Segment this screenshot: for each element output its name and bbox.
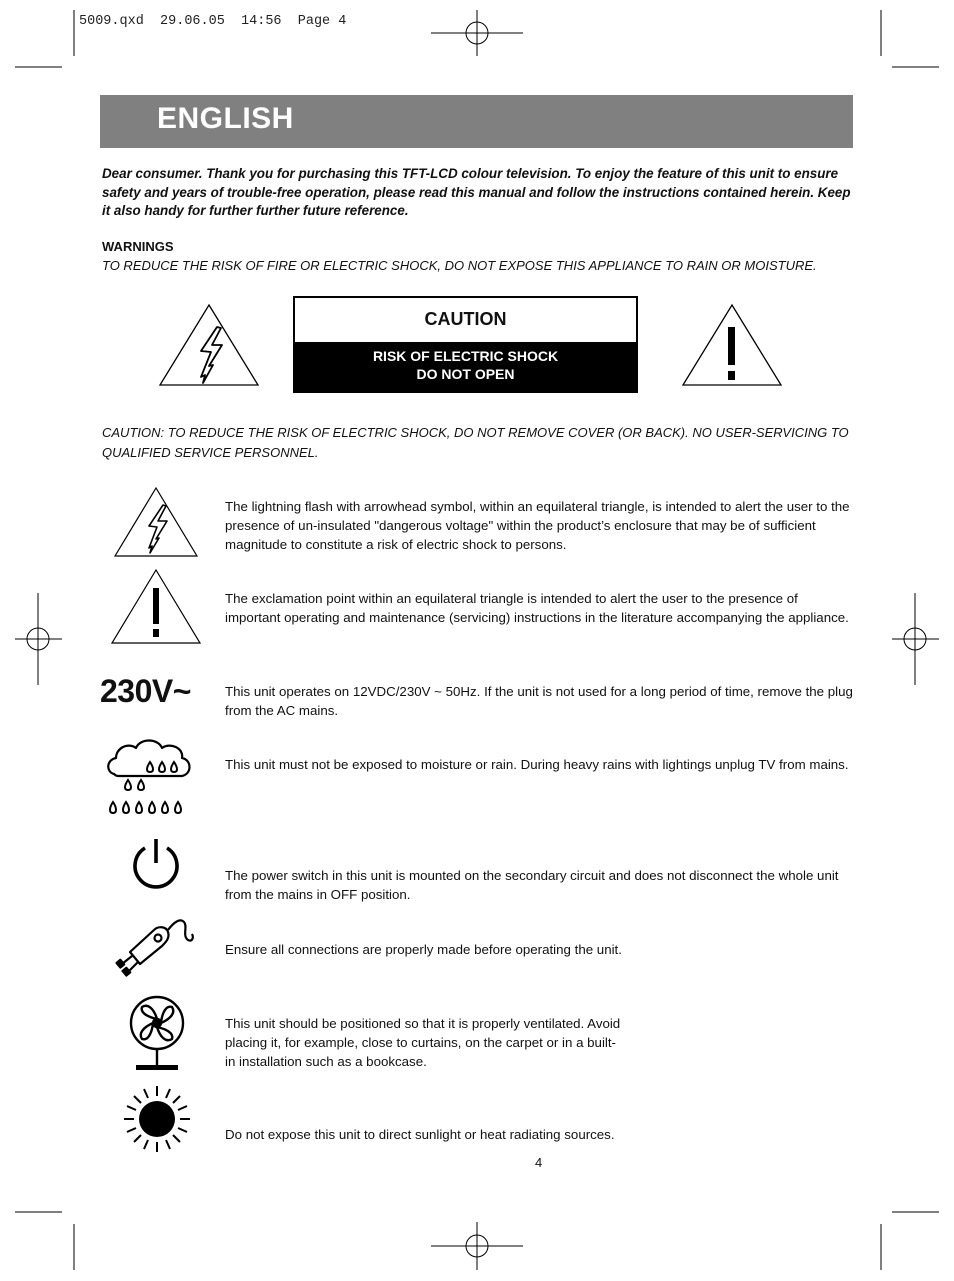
item-text-sun: Do not expose this unit to direct sunlight or heat radiating sources. — [225, 1127, 615, 1142]
language-heading: ENGLISH — [157, 102, 294, 135]
caution-band — [295, 342, 636, 391]
caution-line-1: RISK OF ELECTRIC SHOCK — [372, 348, 559, 364]
item-text-fan: This unit should be positioned so that it is properly ventilated. Avoid placing it, for example, close to curtains, on the carpet or in a built-in installation such as a bookcase. — [225, 1016, 621, 1069]
rain-cloud-icon — [104, 736, 192, 820]
lightning-triangle-icon — [159, 303, 260, 387]
print-slug: 5009.qxd 29.06.05 14:56 Page 4 — [79, 14, 347, 29]
warnings-heading: WARNINGS — [102, 239, 174, 254]
voltage-icon: 230V~ — [100, 673, 191, 709]
item-text-lightning: The lightning flash with arrowhead symbol, within an equilateral triangle, is intended to alert the user to the presence of un-insulated "dangerous voltage" within the product’s enclosure that may be of sufficient magnitude to constitute a risk of electric shock to persons. — [225, 499, 850, 552]
item-text-plug: Ensure all connections are properly made before operating the unit. — [225, 942, 622, 957]
exclamation-triangle-icon — [110, 568, 202, 645]
caution-label — [293, 296, 638, 393]
warnings-text: TO REDUCE THE RISK OF FIRE OR ELECTRIC SHOCK, DO NOT EXPOSE THIS APPLIANCE TO RAIN OR MOISTURE. — [102, 258, 817, 273]
power-icon — [128, 836, 184, 894]
caution-line-2: DO NOT OPEN — [416, 366, 515, 382]
intro-paragraph: Dear consumer. Thank you for purchasing this TFT-LCD colour television. To enjoy the feature of this unit to ensure safety and years of trouble-free operation, please read this manual and follow the instructions contained herein. Keep it also handy for further further future reference. — [102, 166, 851, 218]
language-banner — [100, 95, 853, 148]
fan-icon — [126, 993, 188, 1075]
lightning-triangle-icon — [113, 486, 199, 558]
item-text-voltage: This unit operates on 12VDC/230V ~ 50Hz. If the unit is not used for a long period of time, remove the plug from the AC mains. — [225, 684, 853, 718]
plug-icon — [110, 914, 198, 980]
item-text-rain: This unit must not be exposed to moisture or rain. During heavy rains with lightings unplug TV from mains. — [225, 757, 849, 772]
caution-title: CAUTION — [424, 309, 507, 329]
caution-text: CAUTION: TO REDUCE THE RISK OF ELECTRIC SHOCK, DO NOT REMOVE COVER (OR BACK). NO USER-SERVICING TO QUALIFIED SERVICE PERSONNEL. — [102, 425, 849, 460]
sun-icon — [122, 1084, 192, 1154]
page-number: 4 — [535, 1155, 543, 1170]
item-text-power: The power switch in this unit is mounted on the secondary circuit and does not disconnect the whole unit from the mains in OFF position. — [225, 868, 839, 902]
item-text-exclamation: The exclamation point within an equilateral triangle is intended to alert the user to the presence of important operating and maintenance (servicing) instructions in the literature accompanying the appliance. — [225, 591, 849, 625]
exclamation-triangle-icon — [682, 303, 783, 387]
